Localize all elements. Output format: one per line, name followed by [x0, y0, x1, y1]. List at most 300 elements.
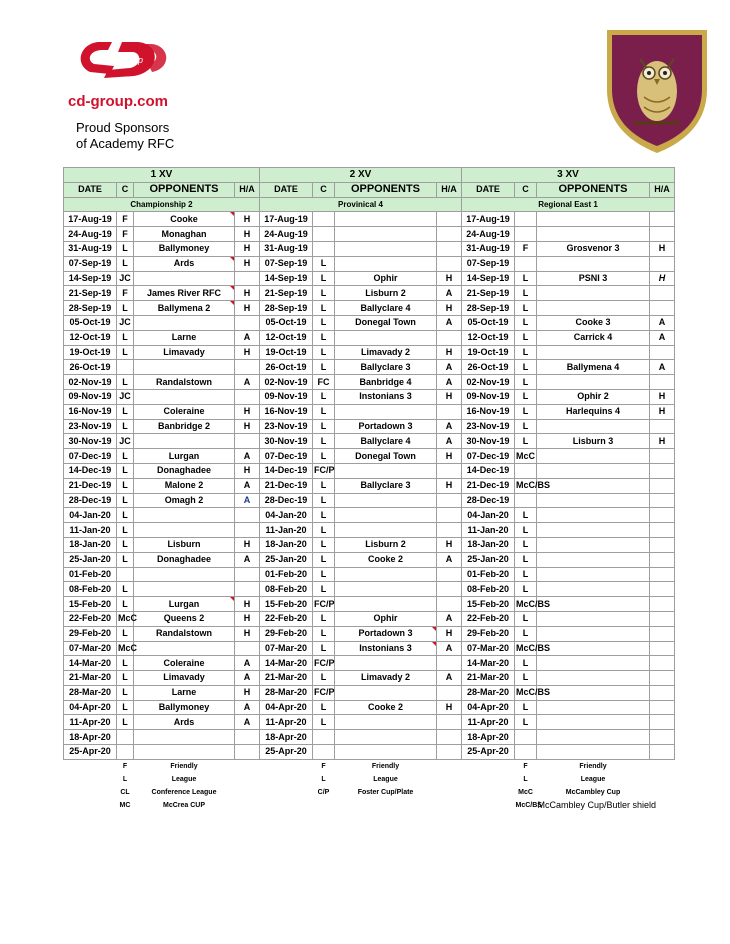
fixture-opponent [537, 449, 650, 464]
fixture-venue: H [437, 700, 462, 715]
fixture-date: 18-Apr-20 [64, 730, 117, 745]
fixture-opponent: Cooke 2 [335, 700, 437, 715]
fixture-date: 07-Sep-19 [462, 256, 515, 271]
fixture-competition: L [313, 552, 335, 567]
fixture-venue: H [650, 241, 675, 256]
table-row [64, 212, 675, 227]
fixture-venue: A [437, 419, 462, 434]
fixture-venue [235, 434, 260, 449]
fixture-date: 11-Apr-20 [260, 715, 313, 730]
fixture-venue [650, 212, 675, 227]
fixture-opponent: Ophir 2 [537, 389, 650, 404]
fixture-competition: L [117, 537, 134, 552]
fixture-date: 07-Dec-19 [64, 449, 117, 464]
table-row [64, 227, 675, 242]
fixture-venue: H [235, 685, 260, 700]
logo-word: Group [118, 55, 144, 65]
fixture-opponent: Ballyclare 4 [335, 301, 437, 316]
fixture-competition: L [515, 330, 537, 345]
fixture-opponent: Limavady [134, 345, 235, 360]
fixture-date: 07-Mar-20 [462, 641, 515, 656]
fixture-date: 14-Sep-19 [462, 271, 515, 286]
fixture-competition: L [117, 493, 134, 508]
column-header-comp: C [313, 182, 335, 197]
fixture-date: 28-Mar-20 [260, 685, 313, 700]
fixture-venue: H [650, 434, 675, 449]
fixture-date: 07-Sep-19 [64, 256, 117, 271]
fixture-opponent [335, 404, 437, 419]
fixture-venue [235, 523, 260, 538]
fixture-venue: A [437, 671, 462, 686]
fixture-competition [313, 212, 335, 227]
fixture-competition: L [117, 241, 134, 256]
fixture-venue [650, 419, 675, 434]
fixture-venue [650, 671, 675, 686]
fixture-date: 28-Mar-20 [64, 685, 117, 700]
fixture-opponent [335, 523, 437, 538]
fixture-opponent: Ballyclare 3 [335, 478, 437, 493]
fixture-competition [515, 212, 537, 227]
table-row [64, 286, 675, 301]
fixture-venue: H [235, 256, 260, 271]
fixture-opponent: Banbridge 2 [134, 419, 235, 434]
legend-code: MC [119, 801, 131, 809]
fixture-opponent: Lurgan [134, 449, 235, 464]
fixture-venue [650, 567, 675, 582]
table-row [64, 419, 675, 434]
fixture-venue: A [235, 493, 260, 508]
fixture-opponent: Ballyclare 4 [335, 434, 437, 449]
fixture-opponent: Randalstown [134, 626, 235, 641]
cd-group-logo-mark [68, 34, 188, 86]
fixture-opponent: Instonians 3 [335, 389, 437, 404]
fixture-venue: H [437, 478, 462, 493]
fixture-date: 02-Nov-19 [260, 375, 313, 390]
fixture-opponent: Carrick 4 [537, 330, 650, 345]
fixture-venue: H [650, 404, 675, 419]
fixture-competition: L [117, 685, 134, 700]
fixture-date: 12-Oct-19 [64, 330, 117, 345]
fixture-date: 14-Mar-20 [260, 656, 313, 671]
fixture-venue [437, 493, 462, 508]
fixture-opponent: Ards [134, 715, 235, 730]
table-row [64, 611, 675, 626]
fixture-opponent: Malone 2 [134, 478, 235, 493]
fixture-venue [650, 700, 675, 715]
fixture-opponent [335, 685, 437, 700]
legend-spacer [260, 759, 313, 773]
fixture-date: 01-Feb-20 [260, 567, 313, 582]
fixture-venue [650, 493, 675, 508]
fixture-competition [515, 256, 537, 271]
fixture-competition: L [515, 700, 537, 715]
legend-code: F [523, 762, 528, 770]
fixture-competition: L [313, 508, 335, 523]
fixture-opponent: Ballymena 2 [134, 301, 235, 316]
fixture-date: 08-Feb-20 [260, 582, 313, 597]
fixture-date: 19-Oct-19 [64, 345, 117, 360]
table-row [64, 315, 675, 330]
fixture-competition: FC [313, 375, 335, 390]
fixture-date: 15-Feb-20 [260, 597, 313, 612]
fixture-venue [437, 404, 462, 419]
fixture-competition: L [117, 700, 134, 715]
fixture-competition [515, 493, 537, 508]
fixture-competition: L [313, 389, 335, 404]
column-header-comp: C [515, 182, 537, 197]
fixture-date: 11-Apr-20 [462, 715, 515, 730]
fixture-opponent: Omagh 2 [134, 493, 235, 508]
fixture-date: 16-Nov-19 [260, 404, 313, 419]
fixture-competition [117, 730, 134, 745]
fixture-competition: L [313, 493, 335, 508]
fixture-competition: L [313, 404, 335, 419]
table-row [64, 730, 675, 745]
fixture-date: 21-Dec-19 [260, 478, 313, 493]
fixture-competition: L [515, 434, 537, 449]
fixture-venue [650, 449, 675, 464]
fixture-date: 21-Mar-20 [260, 671, 313, 686]
fixture-opponent [537, 523, 650, 538]
fixture-venue: H [235, 463, 260, 478]
fixture-competition: L [515, 345, 537, 360]
table-row [64, 582, 675, 597]
legend-spacer [650, 786, 675, 799]
fixture-opponent [134, 360, 235, 375]
fixture-date: 05-Oct-19 [462, 315, 515, 330]
legend-spacer [235, 799, 260, 812]
fixture-competition: L [313, 256, 335, 271]
fixture-date: 15-Feb-20 [462, 597, 515, 612]
fixture-opponent: Larne [134, 330, 235, 345]
table-row [64, 537, 675, 552]
fixture-venue [235, 730, 260, 745]
table-row [64, 745, 675, 760]
table-row [64, 641, 675, 656]
fixture-date: 26-Oct-19 [462, 360, 515, 375]
fixture-venue [437, 582, 462, 597]
fixture-competition: L [515, 626, 537, 641]
fixture-venue [437, 330, 462, 345]
legend-code: L [321, 775, 326, 783]
fixture-venue [650, 745, 675, 760]
fixture-opponent [335, 730, 437, 745]
legend-spacer [650, 759, 675, 773]
fixture-competition: L [313, 315, 335, 330]
fixture-competition: L [515, 375, 537, 390]
fixture-opponent [537, 345, 650, 360]
fixture-venue: H [235, 345, 260, 360]
fixture-competition [515, 463, 537, 478]
fixture-date: 24-Aug-19 [260, 227, 313, 242]
fixture-date: 30-Nov-19 [64, 434, 117, 449]
fixture-opponent: Donaghadee [134, 463, 235, 478]
fixture-venue [650, 641, 675, 656]
table-row [64, 389, 675, 404]
fixture-date: 07-Mar-20 [64, 641, 117, 656]
fixture-date: 07-Mar-20 [260, 641, 313, 656]
fixture-date: 17-Aug-19 [260, 212, 313, 227]
fixture-opponent [335, 241, 437, 256]
fixtures-table [63, 167, 675, 812]
fixture-opponent: James River RFC [134, 286, 235, 301]
fixture-venue: H [235, 241, 260, 256]
fixture-opponent [335, 582, 437, 597]
column-header-date: DATE [260, 182, 313, 197]
fixture-competition: McC [117, 611, 134, 626]
fixture-competition: McC/BS [515, 478, 537, 493]
fixture-date: 19-Oct-19 [260, 345, 313, 360]
fixture-competition: L [313, 537, 335, 552]
table-row [64, 330, 675, 345]
column-header-opponents: OPPONENTS [134, 182, 235, 197]
legend-meaning [335, 799, 437, 812]
fixture-venue [650, 582, 675, 597]
legend-code: McC/BS [515, 801, 542, 809]
division-row [64, 197, 675, 212]
fixture-competition: L [313, 671, 335, 686]
fixture-competition: L [117, 597, 134, 612]
fixture-opponent [537, 597, 650, 612]
table-row [64, 715, 675, 730]
fixture-venue [437, 745, 462, 760]
legend-spacer [235, 759, 260, 773]
sponsor-text [76, 120, 174, 152]
fixture-competition: L [515, 508, 537, 523]
fixture-date: 29-Feb-20 [260, 626, 313, 641]
fixture-venue: A [437, 286, 462, 301]
fixture-opponent: Ballymena 4 [537, 360, 650, 375]
legend-spacer [437, 786, 462, 799]
fixture-competition: JC [117, 271, 134, 286]
fixture-venue [235, 745, 260, 760]
fixture-opponent [335, 330, 437, 345]
fixture-venue: A [650, 330, 675, 345]
fixture-competition: McC/BS [515, 685, 537, 700]
fixture-venue [235, 582, 260, 597]
fixture-venue: A [437, 434, 462, 449]
fixture-opponent [335, 597, 437, 612]
fixture-date: 28-Dec-19 [462, 493, 515, 508]
fixture-competition: F [515, 241, 537, 256]
fixture-date: 24-Aug-19 [462, 227, 515, 242]
fixture-competition: L [515, 315, 537, 330]
fixture-competition: L [313, 434, 335, 449]
fixture-date: 14-Dec-19 [462, 463, 515, 478]
fixture-opponent [134, 745, 235, 760]
team-header-row [64, 168, 675, 183]
fixture-competition [515, 730, 537, 745]
fixture-date: 21-Dec-19 [462, 478, 515, 493]
fixture-venue [437, 241, 462, 256]
fixture-venue: A [437, 552, 462, 567]
division-name: Regional East 1 [462, 197, 675, 212]
fixture-date: 17-Aug-19 [462, 212, 515, 227]
fixture-opponent [134, 389, 235, 404]
fixture-competition: L [313, 611, 335, 626]
fixture-date: 14-Sep-19 [260, 271, 313, 286]
fixture-competition: L [313, 715, 335, 730]
fixture-competition [117, 567, 134, 582]
fixture-venue [437, 685, 462, 700]
fixture-venue [650, 478, 675, 493]
table-row [64, 301, 675, 316]
fixture-competition: L [117, 656, 134, 671]
fixture-venue [437, 508, 462, 523]
fixture-date: 22-Feb-20 [462, 611, 515, 626]
fixture-opponent [537, 227, 650, 242]
fixture-date: 09-Nov-19 [462, 389, 515, 404]
fixture-date: 14-Sep-19 [64, 271, 117, 286]
fixture-venue: H [437, 389, 462, 404]
fixture-venue [650, 286, 675, 301]
legend-spacer [235, 786, 260, 799]
table-row [64, 434, 675, 449]
legend-spacer [235, 773, 260, 786]
fixture-competition: FC/P [313, 685, 335, 700]
fixture-venue [650, 730, 675, 745]
fixture-venue [650, 256, 675, 271]
fixture-competition [117, 360, 134, 375]
fixture-opponent [537, 256, 650, 271]
fixture-date: 22-Feb-20 [260, 611, 313, 626]
legend-meaning: McCrea CUP [162, 801, 205, 809]
fixture-opponent: Limavady 2 [335, 345, 437, 360]
fixture-competition: L [117, 375, 134, 390]
fixture-date: 28-Dec-19 [260, 493, 313, 508]
fixture-venue [437, 597, 462, 612]
column-header-date: DATE [462, 182, 515, 197]
legend-code: L [122, 775, 128, 783]
fixture-competition: McC [515, 449, 537, 464]
fixture-date: 31-Aug-19 [462, 241, 515, 256]
fixture-venue [235, 508, 260, 523]
fixture-date: 07-Dec-19 [462, 449, 515, 464]
table-row [64, 493, 675, 508]
table-row [64, 449, 675, 464]
fixture-opponent: Donegal Town [335, 449, 437, 464]
fixture-competition: L [117, 301, 134, 316]
fixture-opponent: Ards [134, 256, 235, 271]
table-row [64, 256, 675, 271]
table-row [64, 345, 675, 360]
fixture-date: 16-Nov-19 [64, 404, 117, 419]
legend-meaning: Friendly [170, 762, 198, 770]
fixture-date: 18-Jan-20 [64, 537, 117, 552]
fixture-opponent: Ballymoney [134, 241, 235, 256]
fixture-opponent [537, 611, 650, 626]
fixture-venue [235, 271, 260, 286]
fixture-date: 31-Aug-19 [64, 241, 117, 256]
fixture-date: 24-Aug-19 [64, 227, 117, 242]
sponsor-line-2: of Academy RFC [76, 136, 175, 151]
fixture-opponent: Ophir [335, 611, 437, 626]
fixture-date: 16-Nov-19 [462, 404, 515, 419]
fixture-opponent: Monaghan [134, 227, 235, 242]
column-header-ha: H/A [650, 182, 675, 197]
fixture-opponent [134, 582, 235, 597]
table-row [64, 508, 675, 523]
column-header-ha: H/A [437, 182, 462, 197]
fixture-date: 02-Nov-19 [462, 375, 515, 390]
fixture-venue: H [437, 537, 462, 552]
fixture-competition: L [117, 582, 134, 597]
fixture-date: 11-Jan-20 [260, 523, 313, 538]
fixture-date: 04-Apr-20 [64, 700, 117, 715]
fixture-venue [437, 256, 462, 271]
fixture-competition: L [117, 671, 134, 686]
fixture-opponent [335, 212, 437, 227]
fixture-competition: L [515, 523, 537, 538]
fixture-venue: H [650, 389, 675, 404]
fixture-date: 28-Sep-19 [64, 301, 117, 316]
fixture-opponent: PSNI 3 [537, 271, 650, 286]
fixture-date: 21-Mar-20 [64, 671, 117, 686]
fixture-opponent: Cooke 3 [537, 315, 650, 330]
fixture-competition: L [313, 641, 335, 656]
fixture-competition: L [313, 700, 335, 715]
fixture-date: 21-Sep-19 [260, 286, 313, 301]
fixture-venue: H [235, 597, 260, 612]
fixture-date: 26-Oct-19 [64, 360, 117, 375]
fixture-opponent [134, 315, 235, 330]
fixture-competition: F [117, 227, 134, 242]
fixture-competition: L [515, 656, 537, 671]
fixture-competition: L [117, 552, 134, 567]
fixture-date: 25-Jan-20 [64, 552, 117, 567]
legend-spacer [437, 773, 462, 786]
fixture-competition: F [117, 212, 134, 227]
fixture-competition: L [515, 537, 537, 552]
fixture-date: 02-Nov-19 [64, 375, 117, 390]
fixture-opponent [537, 212, 650, 227]
fixture-opponent [537, 286, 650, 301]
fixture-date: 14-Mar-20 [64, 656, 117, 671]
fixture-venue: H [235, 626, 260, 641]
fixture-venue [235, 389, 260, 404]
fixture-competition: F [117, 286, 134, 301]
fixture-competition: L [515, 582, 537, 597]
fixture-date: 14-Dec-19 [260, 463, 313, 478]
fixture-venue [437, 227, 462, 242]
fixture-date: 01-Feb-20 [462, 567, 515, 582]
fixture-competition [313, 745, 335, 760]
fixture-competition: L [313, 567, 335, 582]
fixture-opponent: Ophir [335, 271, 437, 286]
fixture-venue: A [235, 715, 260, 730]
fixture-competition: L [117, 404, 134, 419]
fixture-date: 14-Dec-19 [64, 463, 117, 478]
fixture-competition: L [515, 360, 537, 375]
fixture-competition: L [313, 360, 335, 375]
fixture-venue [235, 360, 260, 375]
table-row [64, 360, 675, 375]
column-header-ha: H/A [235, 182, 260, 197]
fixture-competition: JC [117, 315, 134, 330]
fixture-opponent: Donegal Town [335, 315, 437, 330]
legend-code: F [122, 762, 128, 770]
fixture-opponent: Coleraine [134, 404, 235, 419]
fixture-venue: H [437, 271, 462, 286]
fixture-competition: L [515, 301, 537, 316]
fixture-competition: FC/P [313, 463, 335, 478]
table-row [64, 375, 675, 390]
fixture-competition [313, 241, 335, 256]
fixture-date: 31-Aug-19 [260, 241, 313, 256]
fixture-date: 29-Feb-20 [462, 626, 515, 641]
legend-meaning: Conference League [151, 788, 217, 796]
fixture-venue [650, 552, 675, 567]
